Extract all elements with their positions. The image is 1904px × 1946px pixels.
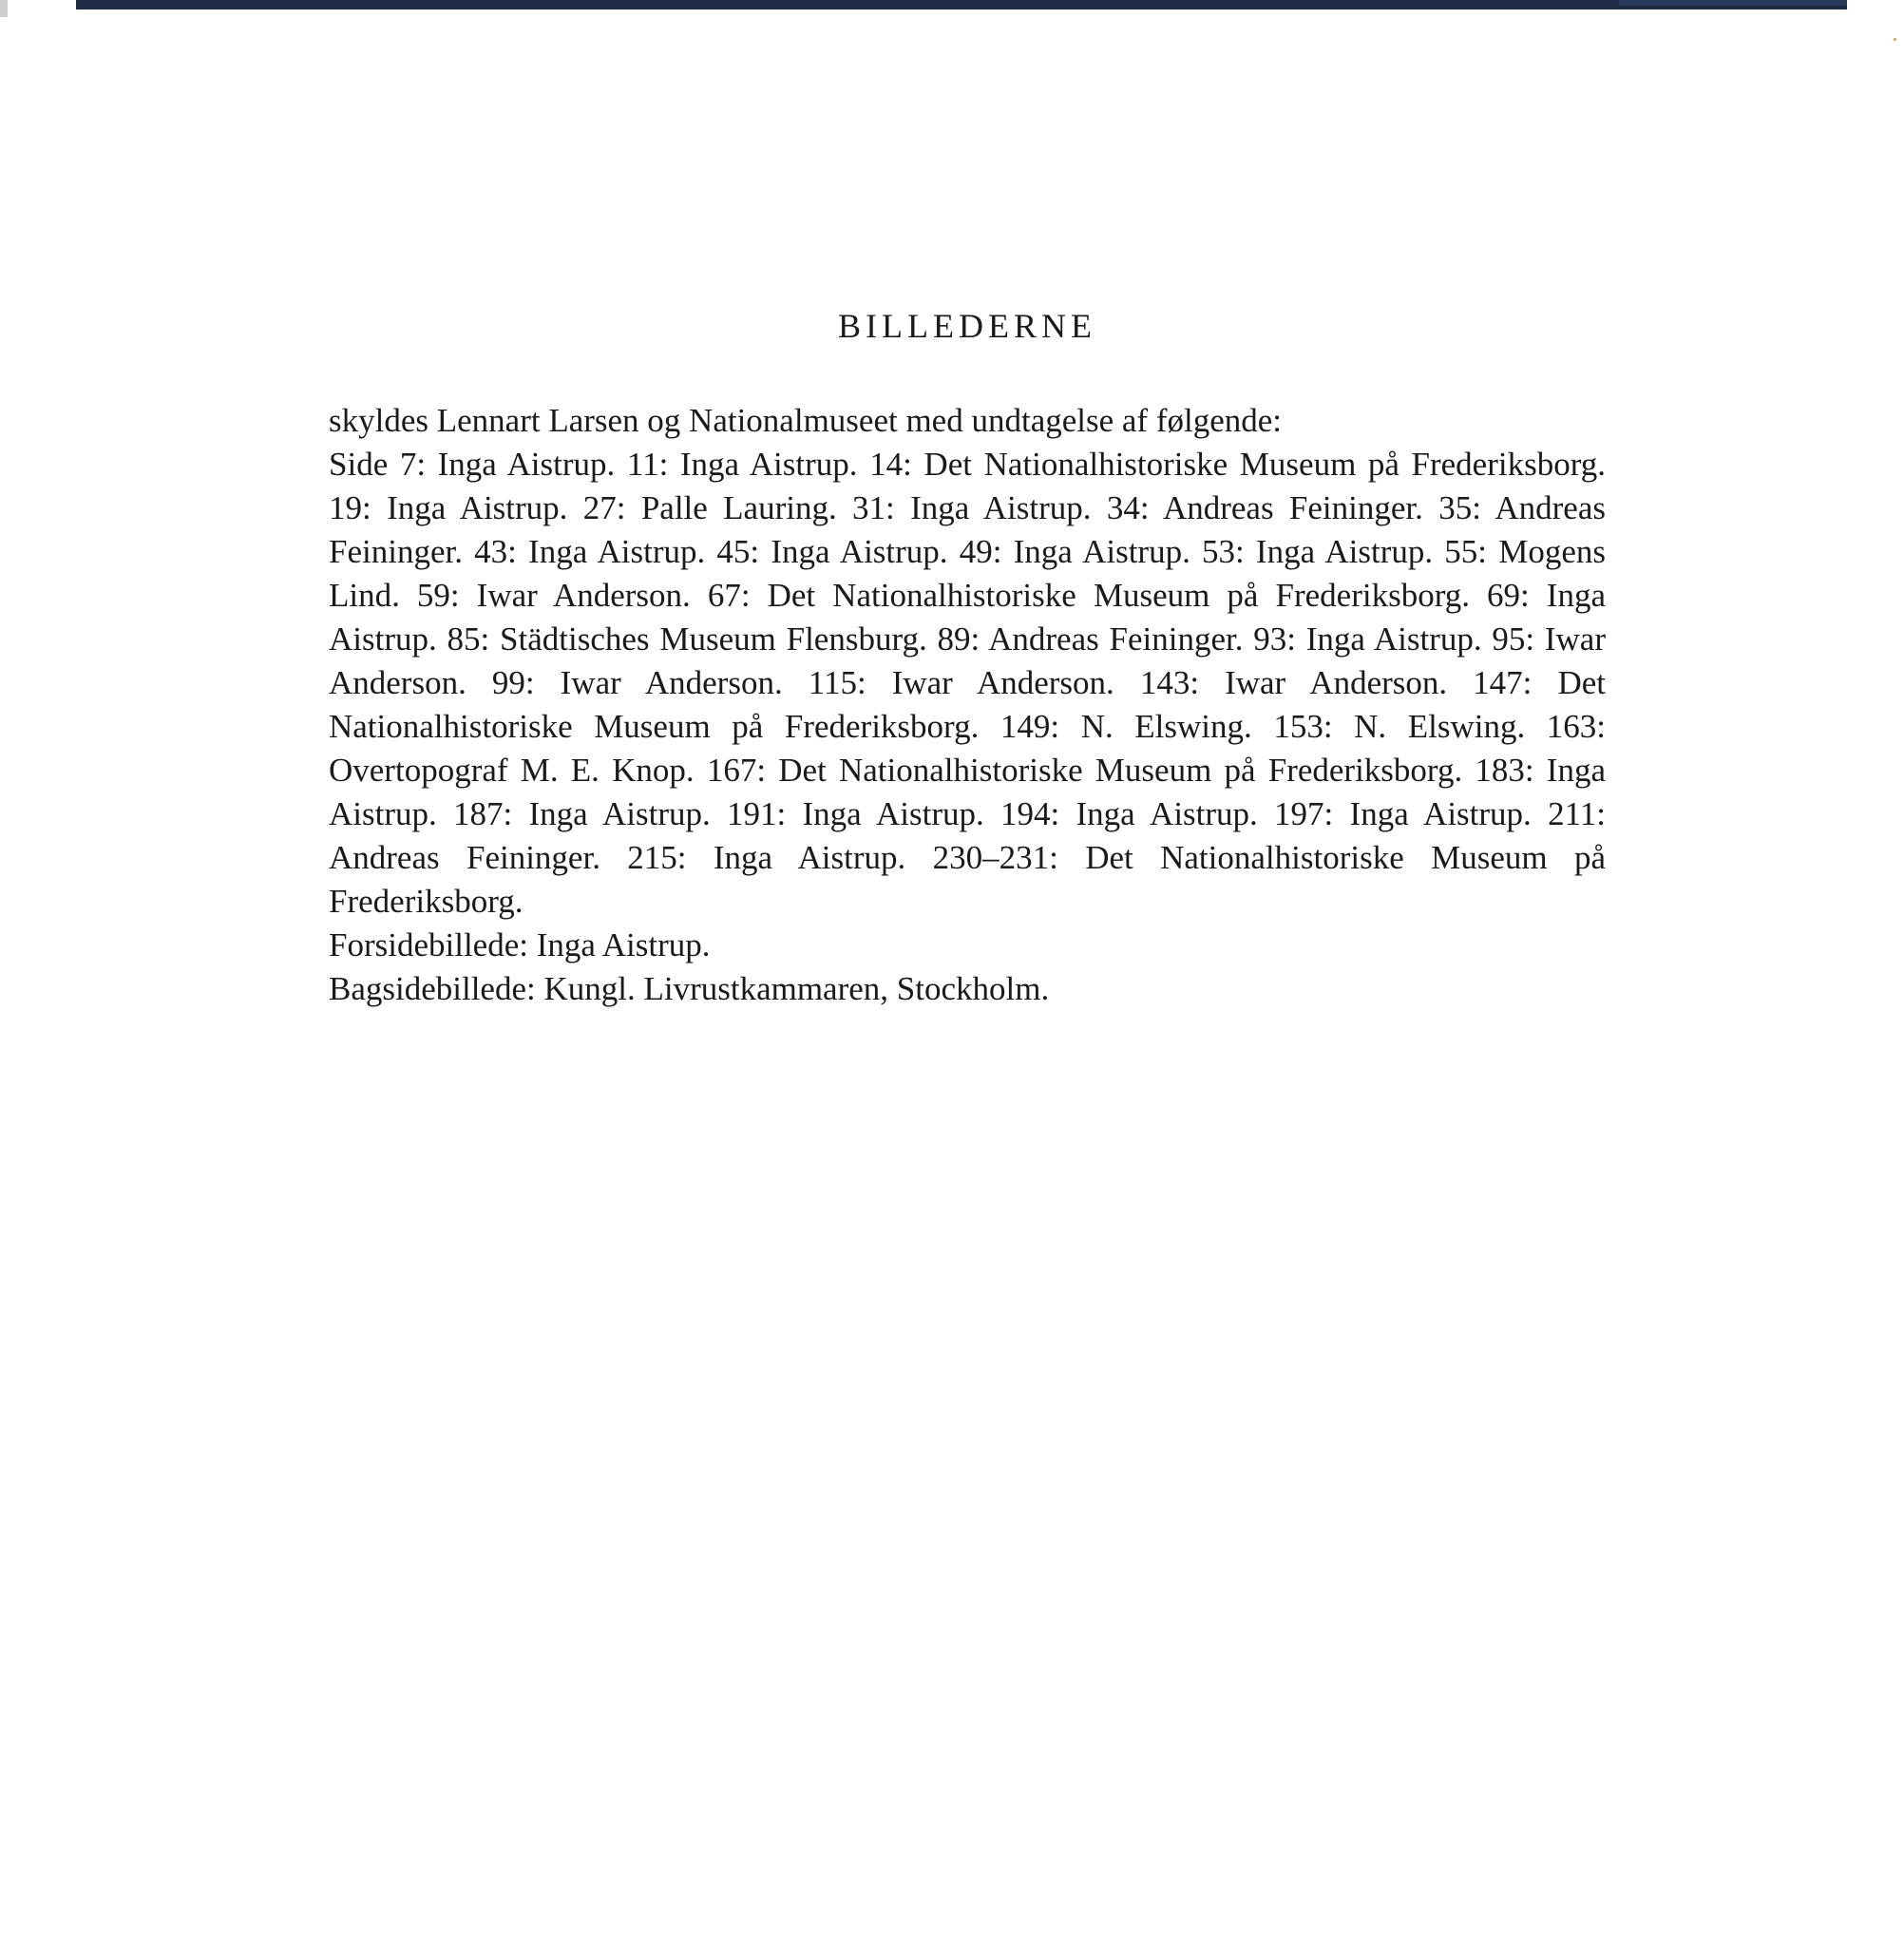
- page-speck: [1894, 38, 1896, 41]
- section-heading: BILLEDERNE: [838, 307, 1096, 345]
- credits-text: [329, 399, 1606, 1011]
- credits-section: [329, 306, 1606, 1011]
- intro-line: skyldes Lennart Larsen og Nationalmuseet med undtagelse af følgende:: [329, 402, 1283, 439]
- front-cover-credit: Forsidebillede: Inga Aistrup.: [329, 926, 711, 963]
- page-left-tick: [0, 0, 8, 17]
- back-cover-credit: Bagsidebillede: Kungl. Livrustkammaren, Stockholm.: [329, 970, 1050, 1007]
- picture-credits: Side 7: Inga Aistrup. 11: Inga Aistrup. 14: Det Nationalhistoriske Museum på Frederiksborg. 19: Inga Aistrup. 27: Palle Lauring. 31: Inga Aistrup. 34: Andreas Feininger. 35: Andreas Feininger. 43: Inga Aistrup. 45: Inga Aistrup. 49: Inga Aistrup. 53: Inga Aistrup. 55: Mogens Lind. 59: Iwar Anderson. 67: Det Nationalhistoriske Museum på Frederiksborg. 69: Inga Aistrup. 85: Städtisches Museum Flensburg. 89: Andreas Feininger. 93: Inga Aistrup. 95: Iwar Anderson. 99: Iwar Anderson. 115: Iwar Anderson. 143: Iwar Anderson. 147: Det Nationalhistoriske Museum på Frederiksborg. 149: N. Elswing. 153: N. Elswing. 163: Overtopograf M. E. Knop. 167: Det Nationalhistoriske Museum på Frederiksborg. 183: Inga Aistrup. 187: Inga Aistrup. 191: Inga Aistrup. 194: Inga Aistrup. 197: Inga Aistrup. 211: Andreas Feininger. 215: Inga Aistrup. 230–231: Det Nationalhistoriske Museum på Frederiksborg.: [329, 446, 1606, 920]
- page-top-edge: [76, 0, 1847, 10]
